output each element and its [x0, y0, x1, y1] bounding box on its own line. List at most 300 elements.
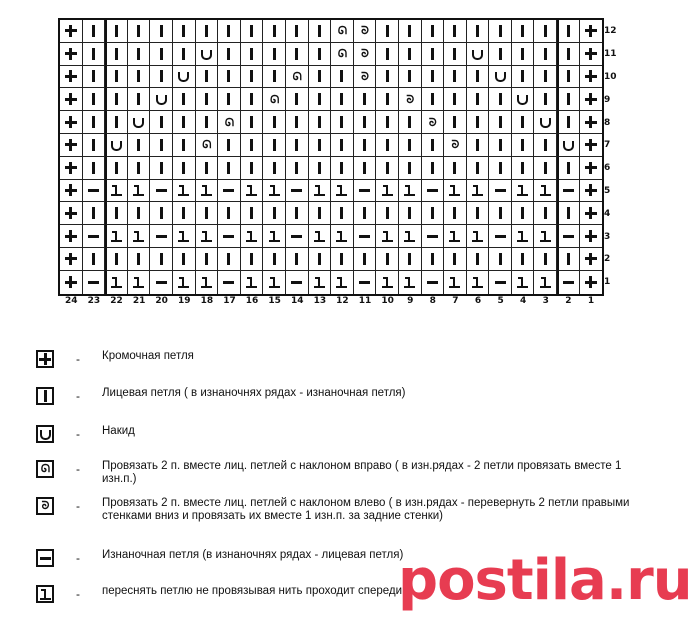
- knit-stitch-symbol: [376, 66, 399, 89]
- edge-stitch-symbol: [580, 20, 603, 43]
- yarn-over-symbol: [467, 43, 490, 66]
- column-number: 19: [178, 296, 191, 306]
- right-decrease-symbol: ᘏ: [196, 134, 219, 157]
- yarn-over-symbol: [105, 134, 128, 157]
- edge-stitch-symbol: [580, 111, 603, 134]
- knit-stitch-symbol: [196, 66, 219, 89]
- knit-stitch-symbol: [241, 248, 264, 271]
- slip-stitch-symbol: [467, 271, 490, 294]
- column-number: 10: [381, 296, 394, 306]
- legend-text: Провязать 2 п. вместе лиц. петлей с наклоном вправо ( в изн.рядах - 2 петли провязать вместе 1 изн.п.): [102, 460, 622, 485]
- knit-stitch-symbol: [422, 248, 445, 271]
- knit-stitch-symbol: [218, 134, 241, 157]
- knit-stitch-symbol: [444, 43, 467, 66]
- row-number: 8: [604, 117, 611, 128]
- knit-stitch-symbol: [196, 88, 219, 111]
- knit-stitch-symbol: [399, 202, 422, 225]
- knit-stitch-symbol: [196, 248, 219, 271]
- slip-stitch-symbol: [331, 225, 354, 248]
- knit-stitch-symbol: [557, 20, 580, 43]
- purl-stitch-symbol: [150, 271, 173, 294]
- edge-stitch-symbol: [60, 271, 83, 294]
- knit-stitch-symbol: [557, 66, 580, 89]
- knit-stitch-symbol: [376, 248, 399, 271]
- knit-stitch-symbol: [512, 20, 535, 43]
- yarn-over-symbol: [557, 134, 580, 157]
- knit-stitch-symbol: [286, 111, 309, 134]
- yarn-over-icon: [36, 425, 54, 443]
- knit-stitch-symbol: [376, 157, 399, 180]
- left-decrease-icon: ᘐ: [36, 497, 54, 515]
- knit-stitch-symbol: [309, 134, 332, 157]
- knit-stitch-symbol: [105, 157, 128, 180]
- knit-stitch-symbol: [422, 202, 445, 225]
- knit-stitch-symbol: [263, 157, 286, 180]
- slip-stitch-symbol: [105, 225, 128, 248]
- knit-stitch-symbol: [557, 88, 580, 111]
- knit-stitch-symbol: [309, 66, 332, 89]
- knit-stitch-symbol: [376, 134, 399, 157]
- slip-stitch-symbol: [376, 180, 399, 203]
- knit-stitch-symbol: [534, 134, 557, 157]
- knit-stitch-symbol: [263, 202, 286, 225]
- knit-stitch-symbol: [467, 66, 490, 89]
- legend-dash: -: [76, 499, 80, 513]
- right-decrease-icon: ᘏ: [36, 460, 54, 478]
- purl-stitch-symbol: [286, 271, 309, 294]
- knit-stitch-symbol: [467, 134, 490, 157]
- slip-stitch-symbol: [128, 180, 151, 203]
- legend-dash: -: [76, 389, 80, 403]
- legend-text: Провязать 2 п. вместе лиц. петлей с наклоном влево ( в изн.рядах - перевернуть 2 петли правыми стенками вниз и провязать их вместе 1 изн.п. за задние стенки): [102, 497, 630, 522]
- knit-stitch-symbol: [241, 134, 264, 157]
- legend-item-edge-stitch: [36, 350, 642, 368]
- row-number: 9: [604, 94, 611, 105]
- knit-stitch-symbol: [512, 202, 535, 225]
- knit-stitch-symbol: [422, 66, 445, 89]
- knit-stitch-symbol: [399, 66, 422, 89]
- legend-dash: -: [76, 462, 80, 476]
- knit-stitch-symbol: [150, 202, 173, 225]
- edge-stitch-symbol: [580, 66, 603, 89]
- knit-stitch-symbol: [105, 248, 128, 271]
- knit-stitch-symbol: [173, 88, 196, 111]
- knit-stitch-symbol: [218, 157, 241, 180]
- slip-stitch-symbol: [399, 271, 422, 294]
- edge-stitch-symbol: [60, 180, 83, 203]
- knit-stitch-symbol: [218, 88, 241, 111]
- slip-stitch-symbol: [534, 271, 557, 294]
- knit-stitch-symbol: [354, 111, 377, 134]
- knit-stitch-symbol: [354, 134, 377, 157]
- knit-stitch-symbol: [331, 111, 354, 134]
- right-decrease-symbol: ᘏ: [218, 111, 241, 134]
- knit-stitch-symbol: [512, 157, 535, 180]
- slip-stitch-symbol: [309, 271, 332, 294]
- knit-stitch-symbol: [173, 202, 196, 225]
- purl-stitch-symbol: [286, 225, 309, 248]
- column-number: 14: [290, 296, 304, 306]
- slip-stitch-symbol: [309, 180, 332, 203]
- knit-stitch-symbol: [105, 20, 128, 43]
- purl-stitch-symbol: [286, 180, 309, 203]
- knit-stitch-symbol: [467, 248, 490, 271]
- knit-stitch-symbol: [83, 157, 106, 180]
- knit-stitch-symbol: [354, 248, 377, 271]
- slip-stitch-symbol: [376, 225, 399, 248]
- knit-stitch-symbol: [422, 43, 445, 66]
- knit-stitch-symbol: [263, 66, 286, 89]
- knit-stitch-symbol: [173, 43, 196, 66]
- slip-stitch-symbol: [105, 180, 128, 203]
- slip-stitch-symbol: [512, 225, 535, 248]
- knit-stitch-symbol: [399, 43, 422, 66]
- purl-stitch-symbol: [489, 225, 512, 248]
- knit-stitch-symbol: [105, 88, 128, 111]
- slip-stitch-symbol: [467, 225, 490, 248]
- knit-stitch-symbol: [309, 20, 332, 43]
- knit-stitch-symbol: [309, 157, 332, 180]
- purl-stitch-symbol: [354, 271, 377, 294]
- knit-stitch-symbol: [489, 88, 512, 111]
- slip-stitch-symbol: [173, 271, 196, 294]
- slip-stitch-symbol: [196, 180, 219, 203]
- knit-stitch-symbol: [241, 202, 264, 225]
- slip-stitch-symbol: [241, 225, 264, 248]
- knit-stitch-symbol: [263, 20, 286, 43]
- knit-stitch-symbol: [331, 88, 354, 111]
- knit-stitch-symbol: [173, 20, 196, 43]
- row-number: 6: [604, 163, 611, 174]
- knit-stitch-symbol: [150, 157, 173, 180]
- slip-stitch-symbol: [399, 180, 422, 203]
- purl-stitch-symbol: [218, 225, 241, 248]
- yarn-over-symbol: [150, 88, 173, 111]
- knit-stitch-symbol: [354, 88, 377, 111]
- knit-stitch-symbol: [263, 248, 286, 271]
- knit-stitch-symbol: [196, 20, 219, 43]
- knit-stitch-symbol: [444, 20, 467, 43]
- knit-stitch-symbol: [534, 248, 557, 271]
- column-number: 7: [452, 296, 459, 306]
- knit-stitch-symbol: [489, 111, 512, 134]
- knit-stitch-symbol: [105, 66, 128, 89]
- edge-stitch-symbol: [60, 248, 83, 271]
- column-number: 2: [565, 296, 572, 306]
- knit-stitch-symbol: [83, 20, 106, 43]
- column-number: 6: [474, 296, 482, 306]
- knit-stitch-symbol: [467, 20, 490, 43]
- knit-stitch-symbol: [173, 134, 196, 157]
- knit-stitch-symbol: [534, 66, 557, 89]
- column-number: 17: [223, 296, 236, 306]
- knit-stitch-symbol: [128, 43, 151, 66]
- knit-stitch-symbol: [534, 157, 557, 180]
- knit-stitch-symbol: [512, 66, 535, 89]
- plus-icon: [36, 350, 54, 368]
- knit-stitch-symbol: [399, 111, 422, 134]
- row-number: 5: [604, 185, 611, 196]
- edge-stitch-symbol: [580, 202, 603, 225]
- edge-stitch-symbol: [60, 134, 83, 157]
- left-decrease-symbol: ᘐ: [422, 111, 445, 134]
- legend-dash: -: [76, 587, 80, 601]
- yarn-over-symbol: [196, 43, 219, 66]
- knit-stitch-symbol: [557, 157, 580, 180]
- column-number: 9: [407, 296, 414, 306]
- knit-stitch-symbol: [331, 248, 354, 271]
- purl-stitch-symbol: [422, 225, 445, 248]
- knit-stitch-symbol: [512, 43, 535, 66]
- knit-stitch-symbol: [422, 20, 445, 43]
- knit-stitch-symbol: [83, 202, 106, 225]
- row-number: 1: [604, 277, 611, 288]
- knit-stitch-symbol: [309, 202, 332, 225]
- knit-stitch-symbol: [286, 88, 309, 111]
- slip-stitch-symbol: [444, 225, 467, 248]
- edge-stitch-symbol: [580, 225, 603, 248]
- purl-stitch-symbol: [422, 271, 445, 294]
- edge-stitch-symbol: [580, 43, 603, 66]
- legend-item-yarn-over: [36, 425, 642, 443]
- slip-stitch-symbol: [128, 271, 151, 294]
- knit-stitch-symbol: [331, 66, 354, 89]
- left-decrease-symbol: ᘐ: [354, 20, 377, 43]
- right-decrease-symbol: ᘏ: [286, 66, 309, 89]
- knit-stitch-symbol: [286, 43, 309, 66]
- slip-stitch-symbol: [105, 271, 128, 294]
- knit-stitch-symbol: [241, 88, 264, 111]
- column-number: 12: [336, 296, 349, 306]
- knit-stitch-symbol: [376, 88, 399, 111]
- left-decrease-symbol: ᘐ: [444, 134, 467, 157]
- knit-stitch-symbol: [534, 202, 557, 225]
- yarn-over-symbol: [534, 111, 557, 134]
- knit-stitch-symbol: [173, 248, 196, 271]
- row-number: 11: [604, 49, 617, 60]
- edge-stitch-symbol: [60, 225, 83, 248]
- knit-stitch-symbol: [286, 157, 309, 180]
- knit-stitch-symbol: [241, 66, 264, 89]
- edge-stitch-symbol: [580, 134, 603, 157]
- knit-stitch-symbol: [422, 157, 445, 180]
- knit-stitch-symbol: [150, 111, 173, 134]
- legend-item-left-decrease: [36, 497, 642, 523]
- knit-stitch-symbol: [512, 111, 535, 134]
- slip-stitch-symbol: [331, 180, 354, 203]
- purl-stitch-symbol: [489, 271, 512, 294]
- edge-stitch-symbol: [580, 157, 603, 180]
- knit-stitch-symbol: [444, 157, 467, 180]
- knit-stitch-symbol: [489, 248, 512, 271]
- knit-stitch-symbol: [557, 248, 580, 271]
- column-number: 1: [587, 296, 595, 306]
- slip-stitch-symbol: [263, 225, 286, 248]
- knit-stitch-symbol: [218, 66, 241, 89]
- knit-stitch-symbol: [83, 134, 106, 157]
- purl-stitch-symbol: [557, 225, 580, 248]
- knit-stitch-symbol: [557, 111, 580, 134]
- edge-stitch-symbol: [60, 202, 83, 225]
- knit-stitch-symbol: [241, 157, 264, 180]
- knit-stitch-symbol: [309, 43, 332, 66]
- knit-stitch-symbol: [128, 66, 151, 89]
- slip-stitch-symbol: [399, 225, 422, 248]
- knit-stitch-symbol: [444, 66, 467, 89]
- knit-stitch-symbol: [241, 43, 264, 66]
- row-number-axis: [604, 20, 617, 294]
- edge-stitch-symbol: [580, 271, 603, 294]
- slip-stitch-symbol: [241, 271, 264, 294]
- edge-stitch-symbol: [60, 88, 83, 111]
- right-decrease-symbol: ᘏ: [263, 88, 286, 111]
- knit-stitch-symbol: [489, 134, 512, 157]
- knit-stitch-symbol: [83, 248, 106, 271]
- slip-stitch-symbol: [444, 180, 467, 203]
- knit-stitch-symbol: [422, 88, 445, 111]
- column-number: 20: [155, 296, 168, 306]
- knit-stitch-symbol: [444, 111, 467, 134]
- knit-stitch-symbol: [196, 111, 219, 134]
- knit-stitch-symbol: [128, 88, 151, 111]
- knit-stitch-icon: [36, 387, 54, 405]
- yarn-over-symbol: [512, 88, 535, 111]
- knit-stitch-symbol: [376, 202, 399, 225]
- legend-text: Изнаночная петля (в изнаночнях рядах - лицевая петля): [102, 549, 404, 561]
- slip-stitch-symbol: [534, 225, 557, 248]
- knit-stitch-symbol: [286, 20, 309, 43]
- purl-stitch-symbol: [83, 271, 106, 294]
- knit-stitch-symbol: [150, 43, 173, 66]
- knit-stitch-symbol: [173, 111, 196, 134]
- knit-stitch-symbol: [354, 157, 377, 180]
- slip-stitch-symbol: [263, 271, 286, 294]
- slip-stitch-symbol: [196, 271, 219, 294]
- yarn-over-symbol: [173, 66, 196, 89]
- left-decrease-symbol: ᘐ: [399, 88, 422, 111]
- slip-stitch-symbol: [263, 180, 286, 203]
- knit-stitch-symbol: [309, 111, 332, 134]
- knit-stitch-symbol: [399, 157, 422, 180]
- legend-text: Накид: [102, 425, 135, 437]
- knit-stitch-symbol: [467, 111, 490, 134]
- knit-stitch-symbol: [376, 111, 399, 134]
- slip-stitch-symbol: [128, 225, 151, 248]
- knit-stitch-symbol: [218, 43, 241, 66]
- knit-stitch-symbol: [196, 157, 219, 180]
- column-number: 8: [429, 296, 436, 306]
- edge-stitch-symbol: [60, 111, 83, 134]
- row-number: 2: [604, 254, 611, 265]
- knit-stitch-symbol: [150, 248, 173, 271]
- knit-stitch-symbol: [467, 202, 490, 225]
- knit-stitch-symbol: [128, 20, 151, 43]
- knit-stitch-symbol: [150, 66, 173, 89]
- knit-stitch-symbol: [399, 248, 422, 271]
- knit-stitch-symbol: [83, 88, 106, 111]
- purl-stitch-symbol: [354, 225, 377, 248]
- column-number: 21: [132, 296, 146, 306]
- yarn-over-symbol: [128, 111, 151, 134]
- legend-item-right-decrease: [36, 460, 642, 486]
- purl-stitch-symbol: [557, 180, 580, 203]
- edge-stitch-symbol: [580, 88, 603, 111]
- column-number: 13: [313, 296, 327, 306]
- right-decrease-symbol: ᘏ: [331, 20, 354, 43]
- purl-stitch-icon: [36, 549, 54, 567]
- knit-stitch-symbol: [534, 88, 557, 111]
- knit-stitch-symbol: [512, 134, 535, 157]
- legend-dash: -: [76, 551, 80, 565]
- knit-stitch-symbol: [331, 134, 354, 157]
- knit-stitch-symbol: [444, 248, 467, 271]
- column-number: 16: [245, 296, 259, 306]
- slip-stitch-symbol: [534, 180, 557, 203]
- purl-stitch-symbol: [83, 225, 106, 248]
- knit-stitch-symbol: [105, 202, 128, 225]
- edge-stitch-symbol: [580, 180, 603, 203]
- edge-stitch-symbol: [60, 43, 83, 66]
- knit-stitch-symbol: [422, 134, 445, 157]
- knit-stitch-symbol: [263, 111, 286, 134]
- knit-stitch-symbol: [105, 43, 128, 66]
- knit-stitch-symbol: [128, 134, 151, 157]
- knit-stitch-symbol: [444, 202, 467, 225]
- knit-stitch-symbol: [534, 43, 557, 66]
- knit-stitch-symbol: [399, 20, 422, 43]
- row-number: 3: [604, 231, 611, 242]
- knit-stitch-symbol: [534, 20, 557, 43]
- row-number: 4: [604, 208, 611, 219]
- column-number: 18: [200, 296, 214, 306]
- purl-stitch-symbol: [218, 180, 241, 203]
- knit-stitch-symbol: [489, 202, 512, 225]
- slip-stitch-symbol: [309, 225, 332, 248]
- yarn-over-symbol: [489, 66, 512, 89]
- knit-stitch-symbol: [467, 88, 490, 111]
- edge-stitch-symbol: [60, 66, 83, 89]
- knit-stitch-symbol: [241, 111, 264, 134]
- knit-stitch-symbol: [263, 43, 286, 66]
- slip-stitch-symbol: [376, 271, 399, 294]
- knit-stitch-symbol: [128, 248, 151, 271]
- knit-stitch-symbol: [286, 202, 309, 225]
- column-number: 24: [65, 296, 78, 306]
- legend-text: Лицевая петля ( в изнаночнях рядах - изнаночная петля): [102, 387, 406, 399]
- knit-stitch-symbol: [309, 248, 332, 271]
- right-decrease-symbol: ᘏ: [331, 43, 354, 66]
- knit-stitch-symbol: [286, 134, 309, 157]
- column-number: 15: [268, 296, 281, 306]
- left-decrease-symbol: ᘐ: [354, 43, 377, 66]
- column-number: 3: [542, 296, 549, 306]
- knit-stitch-symbol: [376, 20, 399, 43]
- knit-stitch-symbol: [263, 134, 286, 157]
- slip-stitch-symbol: [512, 180, 535, 203]
- knit-stitch-symbol: [444, 88, 467, 111]
- purl-stitch-symbol: [83, 180, 106, 203]
- row-number: 12: [604, 26, 617, 37]
- slip-stitch-symbol: [331, 271, 354, 294]
- slip-stitch-symbol: [467, 180, 490, 203]
- purl-stitch-symbol: [354, 180, 377, 203]
- column-number: 4: [520, 296, 527, 306]
- edge-stitch-symbol: [580, 248, 603, 271]
- column-number: 22: [110, 296, 123, 306]
- row-number: 10: [604, 71, 617, 82]
- knitting-chart: [58, 18, 604, 296]
- purl-stitch-symbol: [422, 180, 445, 203]
